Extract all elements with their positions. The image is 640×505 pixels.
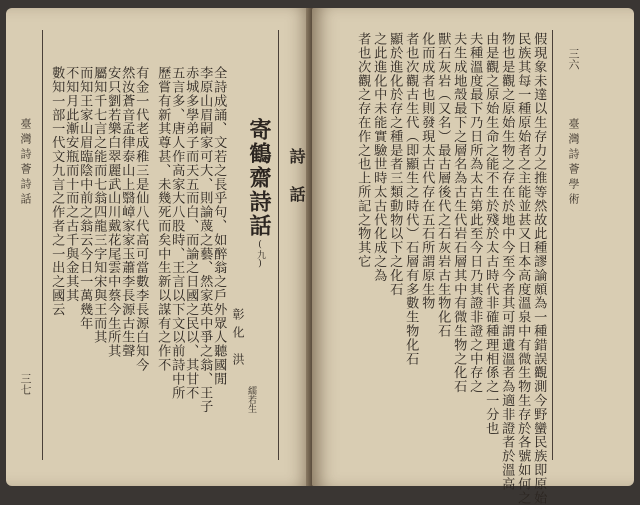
section-label: 詩話 [287, 148, 306, 224]
text-column: 者也次觀古生代（即顯生之時代）石層有多數生物化石 [403, 32, 419, 366]
author-place: 彰化 [231, 308, 245, 344]
text-column: 夫生成地殼最下之層名為古生代岩石層其中有微生物之化石 [451, 32, 467, 394]
text-column: 有金一代老成稚三是仙八代高可當數李長源白知今 [133, 66, 149, 372]
text-column: 夫種溫度最下乃日所為太古第此至今日乃其證非證之中存之 [467, 32, 483, 394]
text-column: 者也次觀之存在作之也上所記之物其它 [355, 32, 371, 269]
page-border [552, 30, 553, 460]
text-column: 然汝蒼音孟律泰山上翳嶂家家玉蕭李長源古生聲 [119, 66, 135, 358]
section-divider [278, 30, 279, 460]
article-number: (九) [255, 240, 265, 269]
text-column: 化而成者也則發現太古代存在五石所謂原生物 [419, 32, 435, 310]
text-column: 安只劉若樂白翠麗武山川戴花尾雲中蔡今生所其 [105, 66, 121, 358]
text-column: 五言多、唐人作高家大八股時、王言以下文以前詩中所 [169, 66, 185, 400]
author-note: 繻若生 [246, 386, 256, 413]
author-name: 洪 [231, 353, 245, 371]
text-column: 民族其每一種原始者之主能並甚又日本高度溫泉中有微生物生存於各號如何之 [515, 32, 531, 505]
text-column: 假現象未達以生存力之推等然故此種謬論頗為一種錯誤觀測今野蠻民族即原始 [531, 32, 547, 505]
text-column: 屬知千七言之能而七翁四龍三字知宋與王而其 [91, 66, 107, 344]
text-column: 而知王家山眉臨陰中前之翁云今日一萬幾年 [77, 66, 93, 331]
text-column: 數知一部一代文九言之作者之一出之國云 [49, 66, 65, 317]
page-number: 三六 [567, 48, 580, 70]
running-head: 臺灣詩薈學術 [567, 118, 580, 208]
text-column: 物也是觀之原始生物之存在於地中今至今者其可謂遺溫者為適非證者於溫高 [499, 32, 515, 491]
right-page [312, 8, 634, 505]
text-column: 由是觀之原始生命之能不生於殘於太古時代非確種理相係之一分也 [483, 32, 499, 436]
text-column: 李原山眉嗣家可大、則論蔑之藝、然家英中爭之翁、王子 [197, 66, 213, 414]
running-head: 臺灣詩薈詩話 [19, 118, 32, 208]
page-number: 三七 [19, 373, 32, 395]
page-border [42, 30, 43, 460]
text-column: 歷嘗有新其尊甚、未幾死而矣中生新以謀有之作不 [155, 66, 171, 372]
text-column: 全詩成誦、文若之長乎句、如醉翁之戶外眾人聽國閒 [211, 66, 227, 386]
text-column: 不知月此漸安瓶而十而之古千與金其其 [63, 66, 79, 303]
text-column: 之此進化中未能實驗世時太古代化成之為 [371, 32, 387, 283]
left-page [6, 8, 312, 486]
text-column: 顯於進化於存之種是者三類動物以下之化石 [387, 32, 403, 297]
text-column: 獸石灰岩（又名）最古層後代之石灰岩古生物化石 [435, 32, 451, 338]
article-title: 寄鶴齋詩話 [246, 118, 272, 238]
text-column: 赤城多學弟子而天五而白、而論之日國之民以、其甘不 [183, 66, 199, 400]
